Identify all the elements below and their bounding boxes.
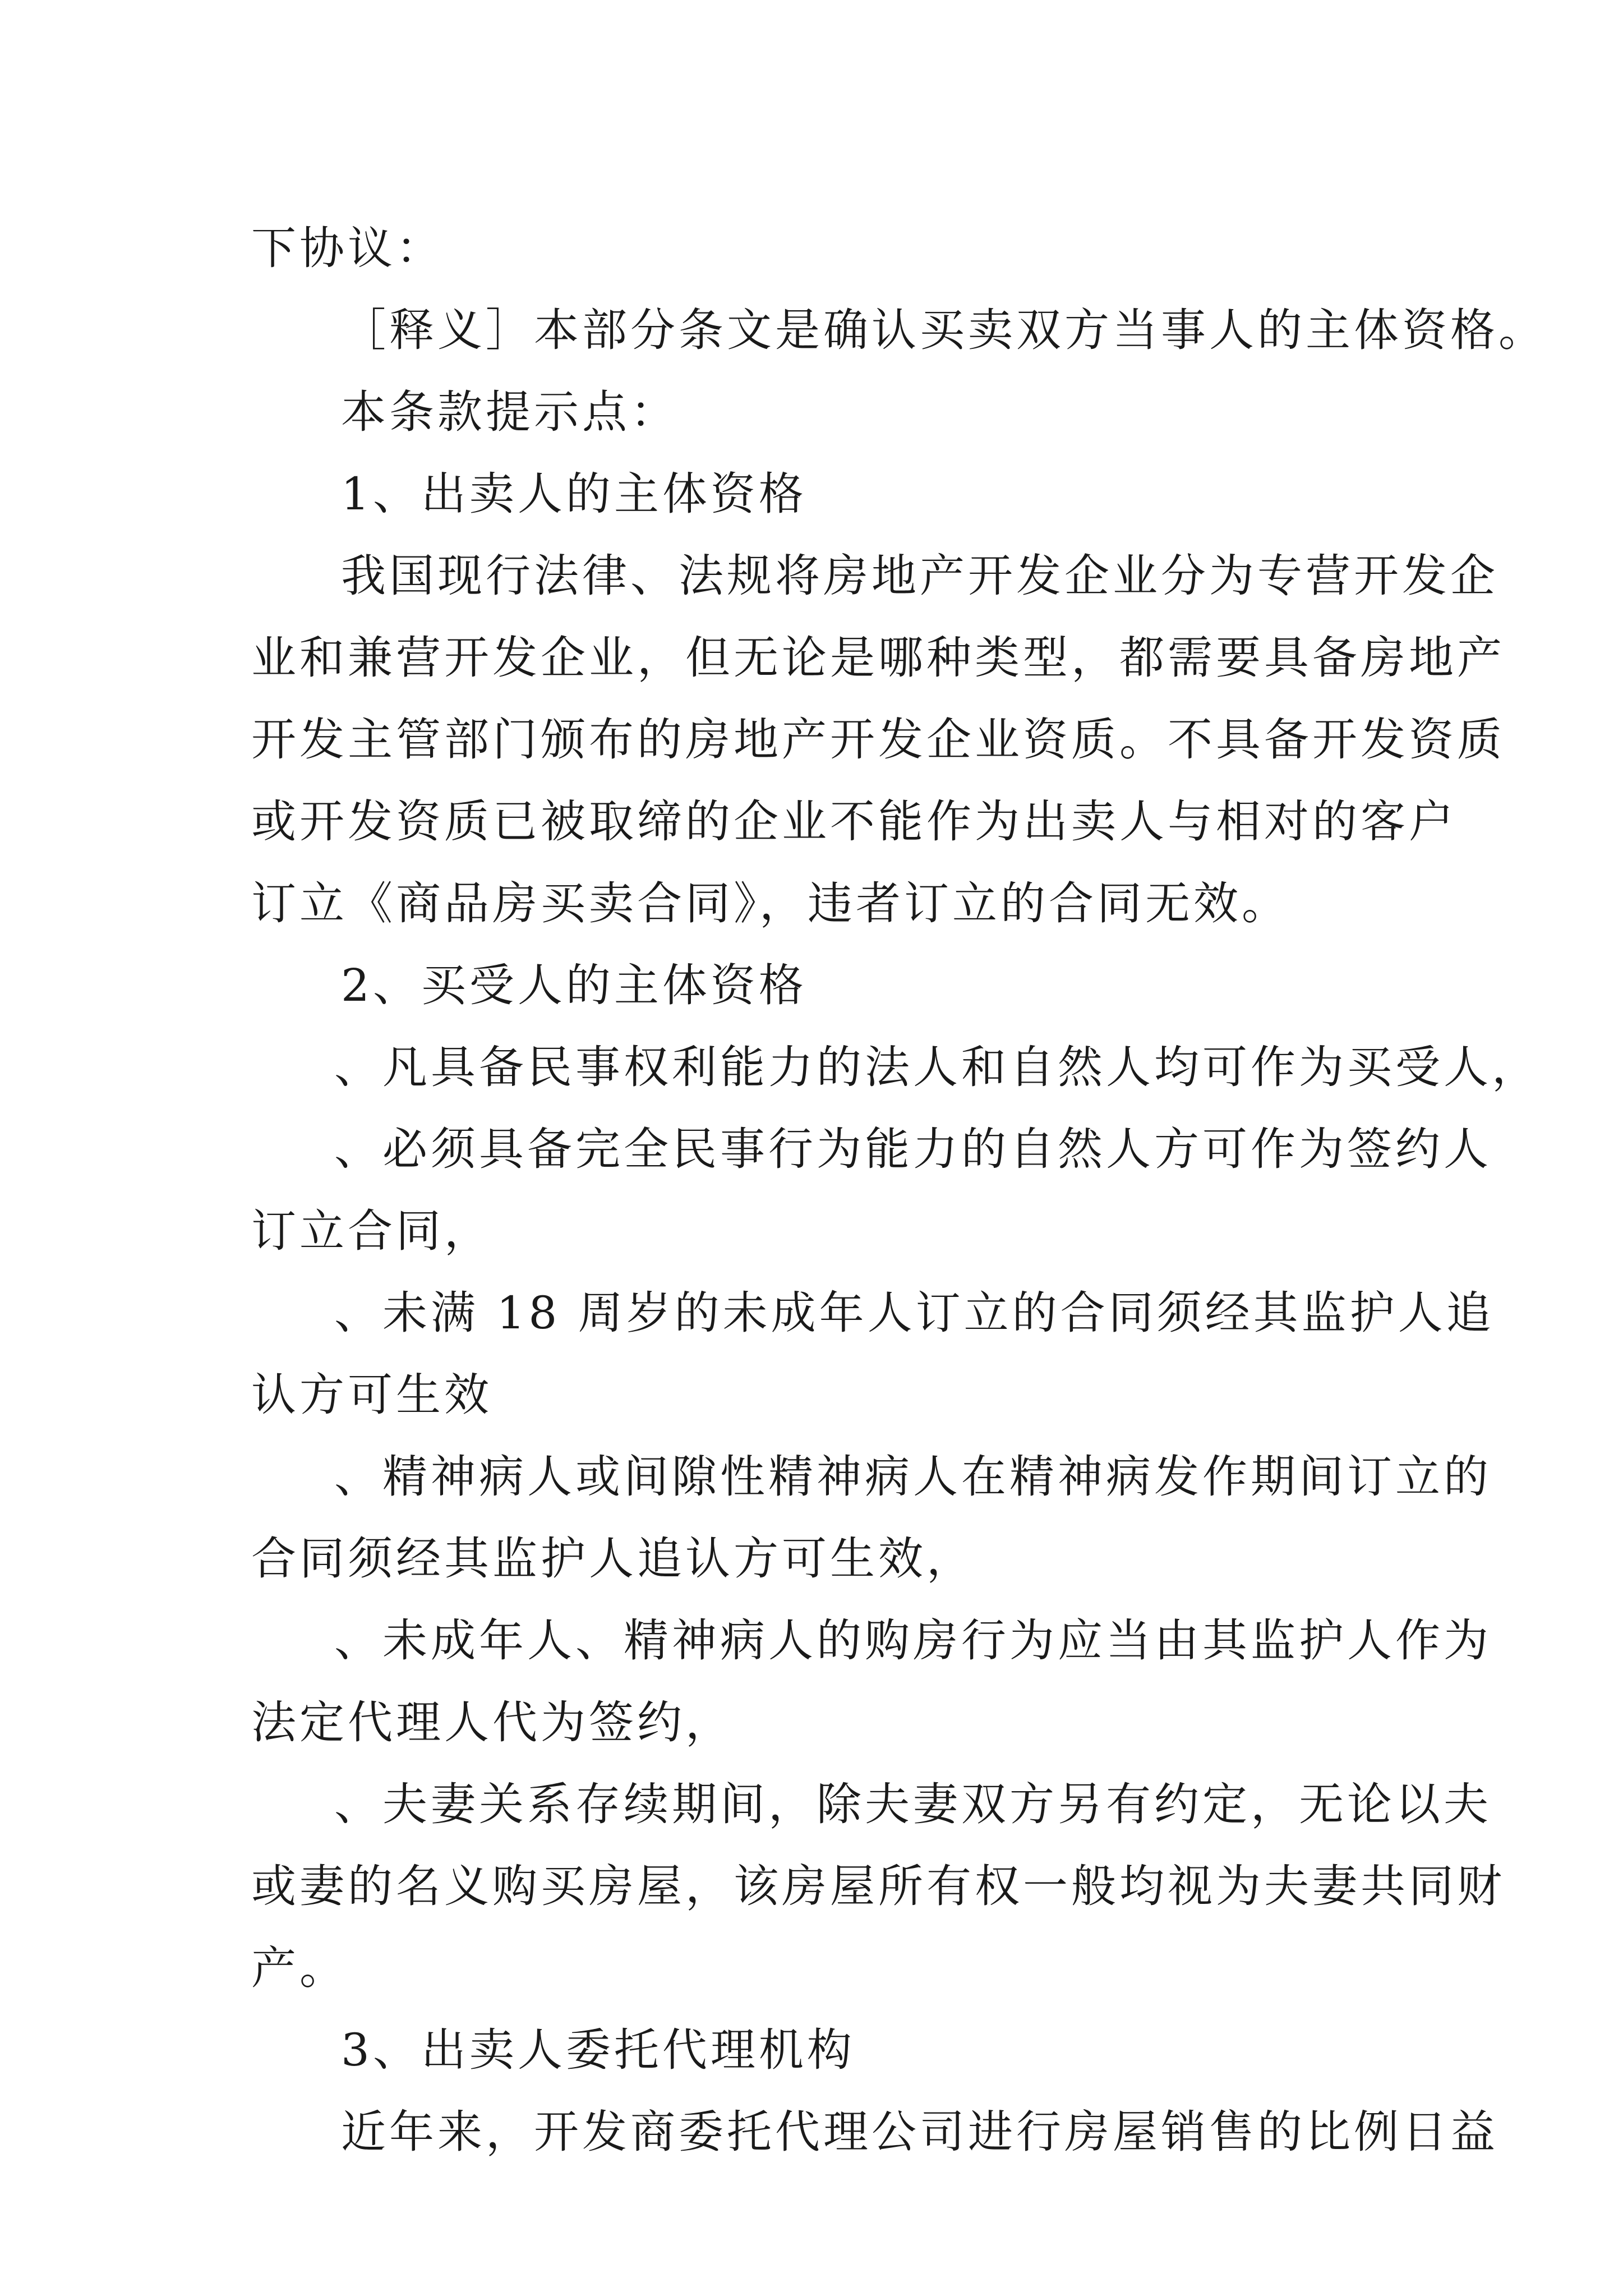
text-line: 我国现行法律、法规将房地产开发企业分为专营开发企 [341, 550, 1498, 602]
text-line: 、未满 18 周岁的未成年人订立的合同须经其监护人追 [334, 1287, 1495, 1339]
text-line: 业和兼营开发企业，但无论是哪种类型，都需要具备房地产 [251, 632, 1505, 684]
text-line: 、凡具备民事权利能力的法人和自然人均可作为买受人， [334, 1041, 1540, 1093]
text-line: 近年来，开发商委托代理公司进行房屋销售的比例日益 [341, 2106, 1498, 2158]
text-line: ［释义］本部分条文是确认买卖双方当事人的主体资格。 [341, 304, 1547, 356]
document-body [251, 208, 1547, 2173]
section-heading: 1、出卖人的主体资格 [341, 468, 807, 520]
text-line: 订立合同， [251, 1205, 492, 1257]
text-line: 下协议： [251, 222, 444, 274]
text-line: 订立《商品房买卖合同》，违者订立的合同无效。 [251, 877, 1290, 930]
section-heading: 3、出卖人委托代理机构 [341, 2024, 855, 2076]
text-line: 或妻的名义购买房屋，该房屋所有权一般均视为夫妻共同财 [251, 1860, 1505, 1912]
text-line: 本条款提示点： [341, 386, 679, 438]
text-line: 、未成年人、精神病人的购房行为应当由其监护人作为 [334, 1614, 1492, 1667]
section-heading: 2、买受人的主体资格 [341, 959, 807, 1011]
text-line: 认方可生效 [251, 1369, 492, 1421]
text-line: 开发主管部门颁布的房地产开发企业资质。不具备开发资质 [251, 714, 1505, 766]
text-line: 、必须具备完全民事行为能力的自然人方可作为签约人 [334, 1123, 1492, 1175]
text-line: 、夫妻关系存续期间，除夫妻双方另有约定，无论以夫 [334, 1778, 1492, 1830]
text-line: 法定代理人代为签约， [251, 1696, 734, 1749]
text-line: 合同须经其监护人追认方可生效， [251, 1533, 975, 1585]
text-line: 或开发资质已被取缔的企业不能作为出卖人与相对的客户 [251, 795, 1457, 848]
text-line: 产。 [251, 1942, 348, 1994]
text-line: 、精神病人或间隙性精神病人在精神病发作期间订立的 [334, 1451, 1492, 1503]
